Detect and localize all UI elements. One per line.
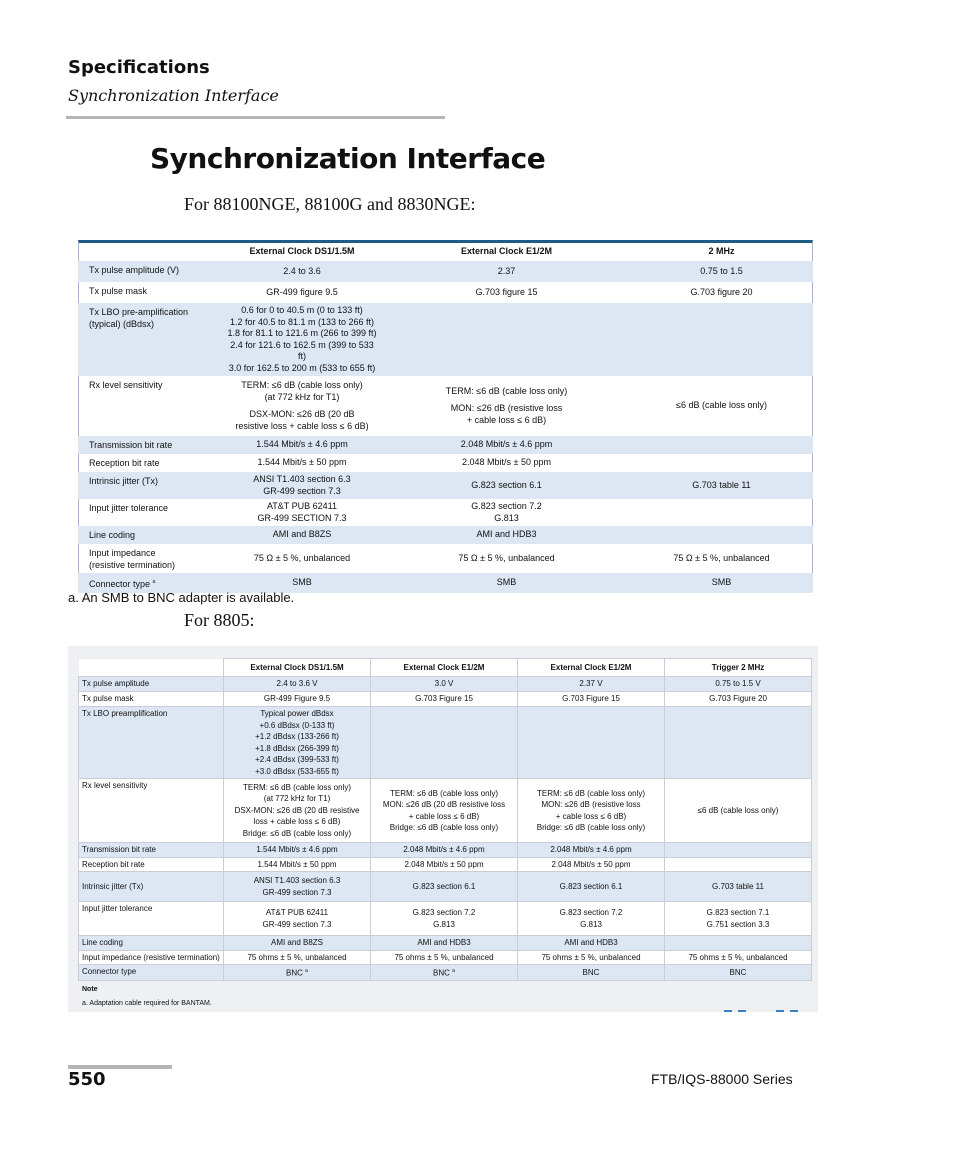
column-header: External Clock E1/2M	[460, 245, 553, 256]
table-row: Line coding AMI and B8ZS AMI and HDB3 AMI and HDB3	[79, 936, 812, 951]
column-header: External Clock DS1/1.5M	[224, 659, 371, 677]
table-row: Rx level sensitivity TERM: ≤6 dB (cable loss only) (at 772 kHz for T1) DSX-MON: ≤26 dB (20 dB resistive loss + cable loss ≤ 6 dB) Bridge: ≤6 dB (cable loss only) TERM: ≤6 dB (cable loss only) MON: ≤26 dB (20 dB resistive loss + cable loss ≤ 6 dB) Bridge: ≤6 dB (cable loss only) TERM: ≤6 dB (cable loss only) MON: ≤26 dB (resistive loss + cable loss ≤ 6 dB) Bridge: ≤6 dB (cable loss only) ≤6 dB (cable loss only)	[79, 779, 812, 843]
column-header: External Clock E1/2M	[371, 659, 518, 677]
page-number: 550	[68, 1069, 106, 1090]
spec-table-1	[78, 240, 813, 593]
spec-table-2	[78, 658, 812, 981]
table-row: Tx LBO preamplification Typical power dBdsx +0.6 dBdsx (0-133 ft) +1.2 dBdsx (133-266 ft) +1.8 dBdsx (266-399 ft) +2.4 dBdsx (399-533 ft) +3.0 dBdsx (533-655 ft)	[79, 707, 812, 779]
product-series: FTB/IQS-88000 Series	[651, 1071, 793, 1087]
table1-heading: For 88100NGE, 88100G and 8830NGE:	[184, 194, 476, 214]
table-row: Tx LBO pre-amplification (typical) (dBdsx) 0.6 for 0 to 40.5 m (0 to 133 ft) 1.2 for 40.5 to 81.1 m (133 to 266 ft) 1.8 for 81.1 to 121.6 m (266 to 399 ft) 2.4 for 121.6 to 162.5 m (399 to 533 ft) 3.0 for 162.5 to 200 m (533 to 655 ft)	[78, 303, 813, 376]
header-divider	[66, 116, 445, 119]
table-row: Input jitter tolerance AT&T PUB 62411 GR-499 SECTION 7.3 G.823 section 7.2 G.813	[89, 501, 542, 523]
decorative-dash-line	[724, 1010, 820, 1012]
table-row: Input impedance (resistive termination) 75 Ω ± 5 %, unbalanced 75 Ω ± 5 %, unbalanced 75 Ω ± 5 %, unbalanced	[89, 548, 770, 570]
column-header: External Clock DS1/1.5M	[249, 245, 355, 256]
table1-footnote: a. An SMB to BNC adapter is available.	[68, 590, 295, 605]
note-text: a. Adaptation cable required for BANTAM.	[82, 1000, 212, 1007]
table-row: Tx pulse mask GR-499 figure 9.5 G.703 figure 15 G.703 figure 20	[89, 286, 753, 297]
column-header: External Clock E1/2M	[518, 659, 665, 677]
table-row: Input jitter tolerance AT&T PUB 62411 GR-499 section 7.3 G.823 section 7.2 G.813 G.823 section 7.2 G.813 G.823 section 7.1 G.751 section 3.3	[79, 902, 812, 936]
table-row: Input impedance (resistive termination) 75 ohms ± 5 %, unbalanced 75 ohms ± 5 %, unbalanced 75 ohms ± 5 %, unbalanced 75 ohms ± 5 %, unbalanced	[79, 950, 812, 965]
page-title: Synchronization Interface	[150, 142, 546, 175]
table2-heading: For 8805:	[184, 610, 255, 630]
table-row: Connector type BNC $^a$ BNC $^a$ BNC BNC	[79, 965, 812, 981]
table-row: Reception bit rate 1.544 Mbit/s ± 50 ppm 2.048 Mbit/s ± 50 ppm	[89, 457, 551, 468]
table-row: Intrinsic jitter (Tx) ANSI T1.403 section 6.3 GR-499 section 7.3 G.823 section 6.1 G.823 section 6.1 G.703 table 11	[79, 872, 812, 902]
table-row: Reception bit rate 1.544 Mbit/s ± 50 ppm 2.048 Mbit/s ± 50 ppm 2.048 Mbit/s ± 50 ppm	[79, 857, 812, 872]
table-row: Intrinsic jitter (Tx) ANSI T1.403 section 6.3 GR-499 section 7.3 G.823 section 6.1 G.703 table 11	[78, 472, 813, 499]
column-header: 2 MHz	[708, 245, 735, 256]
table-row: Rx level sensitivity TERM: ≤6 dB (cable loss only) (at 772 kHz for T1) DSX-MON: ≤26 dB (20 dB resistive loss + cable loss ≤ 6 dB) TERM: ≤6 dB (cable loss only) MON: ≤26 dB (resistive loss + cable loss ≤ 6 dB) ≤6 dB (cable loss only)	[89, 380, 767, 431]
note-label: Note	[82, 986, 98, 993]
table-row: Connector type $^a$ SMB SMB SMB	[78, 573, 813, 593]
section-title: Specifications	[68, 57, 210, 78]
column-header: Trigger 2 MHz	[665, 659, 812, 677]
table-row: Tx pulse mask GR-499 Figure 9.5 G.703 Figure 15 G.703 Figure 15 G.703 Figure 20	[79, 692, 812, 707]
table-row: Line coding AMI and B8ZS AMI and HDB3	[78, 526, 813, 544]
table-row: Transmission bit rate 1.544 Mbit/s ± 4.6 ppm 2.048 Mbit/s ± 4.6 ppm 2.048 Mbit/s ± 4.6 ppm	[79, 843, 812, 858]
section-subtitle: Synchronization Interface	[68, 86, 279, 105]
table-row: Transmission bit rate 1.544 Mbit/s ± 4.6 ppm 2.048 Mbit/s ± 4.6 ppm	[78, 436, 813, 454]
table-row: Tx pulse amplitude 2.4 to 3.6 V 3.0 V 2.37 V 0.75 to 1.5 V	[79, 677, 812, 692]
table2-note	[82, 986, 212, 1007]
table-row: Tx pulse amplitude (V) 2.4 to 3.6 2.37 0.75 to 1.5	[78, 261, 813, 282]
